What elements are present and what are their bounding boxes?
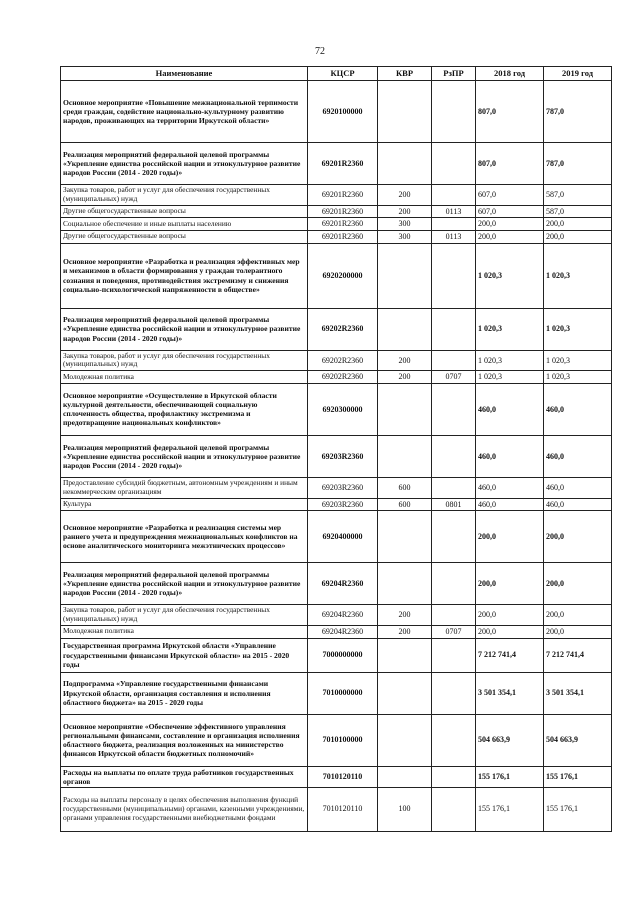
cell-kcsr: 69201R2360 — [308, 205, 378, 218]
cell-rzpr — [432, 477, 476, 498]
cell-name: Основное мероприятие «Обеспечение эффективного управления региональными финансами, составление и организация исполнения областного бюджета, реализация возложенных на министерство финансов Иркутской области бюджетных полномочий» — [61, 714, 308, 766]
cell-y2018: 1 020,3 — [476, 308, 544, 350]
table-row — [61, 243, 612, 308]
cell-y2019: 155 176,1 — [544, 766, 612, 787]
cell-kvr — [378, 308, 432, 350]
cell-y2018: 460,0 — [476, 477, 544, 498]
cell-kcsr: 69202R2360 — [308, 308, 378, 350]
cell-kvr: 200 — [378, 350, 432, 371]
cell-y2018: 460,0 — [476, 498, 544, 511]
cell-name: Основное мероприятие «Разработка и реализация системы мер раннего учета и предупреждения межнациональных конфликтов на основе аналитического мониторинга межэтнических процессов» — [61, 511, 308, 563]
cell-y2018: 3 501 354,1 — [476, 672, 544, 714]
cell-kcsr: 7000000000 — [308, 638, 378, 672]
cell-kcsr: 69203R2360 — [308, 435, 378, 477]
cell-kvr — [378, 672, 432, 714]
cell-kcsr: 6920100000 — [308, 81, 378, 143]
cell-kcsr: 6920200000 — [308, 243, 378, 308]
cell-kcsr: 69203R2360 — [308, 477, 378, 498]
cell-name: Культура — [61, 498, 308, 511]
cell-y2019: 587,0 — [544, 205, 612, 218]
cell-rzpr — [432, 185, 476, 206]
cell-kcsr: 69201R2360 — [308, 218, 378, 231]
cell-y2019: 587,0 — [544, 185, 612, 206]
cell-kvr — [378, 81, 432, 143]
cell-y2019: 504 663,9 — [544, 714, 612, 766]
cell-kcsr: 7010120110 — [308, 766, 378, 787]
cell-y2019: 460,0 — [544, 435, 612, 477]
cell-kvr: 200 — [378, 625, 432, 638]
cell-name: Реализация мероприятий федеральной целевой программы «Укрепление единства российской нации и этнокультурное развитие народов России (2014 - 2020 годы)» — [61, 563, 308, 605]
table-row — [61, 81, 612, 143]
cell-y2019: 1 020,3 — [544, 308, 612, 350]
cell-kcsr: 7010100000 — [308, 714, 378, 766]
cell-rzpr — [432, 563, 476, 605]
table-row — [61, 143, 612, 185]
cell-y2018: 1 020,3 — [476, 371, 544, 384]
table-row — [61, 230, 612, 243]
cell-kvr: 300 — [378, 230, 432, 243]
cell-kcsr: 7010120110 — [308, 787, 378, 831]
cell-name: Молодежная политика — [61, 625, 308, 638]
cell-rzpr: 0113 — [432, 205, 476, 218]
cell-y2018: 607,0 — [476, 185, 544, 206]
cell-y2019: 200,0 — [544, 218, 612, 231]
cell-y2019: 7 212 741,4 — [544, 638, 612, 672]
cell-kvr: 600 — [378, 477, 432, 498]
cell-kvr — [378, 435, 432, 477]
cell-rzpr — [432, 511, 476, 563]
cell-y2018: 200,0 — [476, 218, 544, 231]
cell-y2018: 504 663,9 — [476, 714, 544, 766]
cell-kvr — [378, 638, 432, 672]
cell-rzpr — [432, 714, 476, 766]
cell-y2019: 3 501 354,1 — [544, 672, 612, 714]
cell-rzpr — [432, 218, 476, 231]
cell-name: Подпрограмма «Управление государственными финансами Иркутской области, организация составления и исполнения областного бюджета» на 2015 - 2020 годы — [61, 672, 308, 714]
cell-kcsr: 69204R2360 — [308, 625, 378, 638]
cell-name: Закупка товаров, работ и услуг для обеспечения государственных (муниципальных) нужд — [61, 185, 308, 206]
cell-kcsr: 69204R2360 — [308, 605, 378, 626]
cell-y2018: 807,0 — [476, 81, 544, 143]
cell-rzpr — [432, 787, 476, 831]
budget-table — [60, 66, 612, 832]
header-2019: 2019 год — [544, 67, 612, 81]
cell-y2018: 807,0 — [476, 143, 544, 185]
cell-kcsr: 69201R2360 — [308, 230, 378, 243]
cell-kcsr: 69202R2360 — [308, 350, 378, 371]
table-row — [61, 308, 612, 350]
header-kvr: КВР — [378, 67, 432, 81]
cell-kvr — [378, 383, 432, 435]
table-row — [61, 563, 612, 605]
table-row — [61, 638, 612, 672]
cell-rzpr: 0801 — [432, 498, 476, 511]
cell-rzpr — [432, 308, 476, 350]
cell-kvr: 200 — [378, 205, 432, 218]
cell-y2018: 460,0 — [476, 383, 544, 435]
cell-y2018: 200,0 — [476, 625, 544, 638]
cell-y2019: 200,0 — [544, 230, 612, 243]
cell-rzpr — [432, 81, 476, 143]
cell-name: Закупка товаров, работ и услуг для обеспечения государственных (муниципальных) нужд — [61, 605, 308, 626]
cell-y2018: 1 020,3 — [476, 350, 544, 371]
table-row — [61, 371, 612, 384]
cell-kvr: 300 — [378, 218, 432, 231]
cell-y2019: 1 020,3 — [544, 350, 612, 371]
table-row — [61, 787, 612, 831]
cell-kvr — [378, 714, 432, 766]
page-number: 72 — [315, 46, 325, 57]
cell-y2018: 1 020,3 — [476, 243, 544, 308]
cell-rzpr: 0707 — [432, 371, 476, 384]
cell-name: Основное мероприятие «Осуществление в Иркутской области культурной деятельности, обеспечивающей социальную сплоченность общества, профилактику экстремизма и предотвращение национальных конфликтов» — [61, 383, 308, 435]
cell-y2018: 460,0 — [476, 435, 544, 477]
cell-rzpr — [432, 143, 476, 185]
table-body — [61, 81, 612, 832]
cell-y2018: 200,0 — [476, 605, 544, 626]
cell-y2018: 155 176,1 — [476, 787, 544, 831]
cell-y2018: 200,0 — [476, 230, 544, 243]
cell-y2019: 1 020,3 — [544, 243, 612, 308]
cell-name: Расходы на выплаты персоналу в целях обеспечения выполнения функций государственными (муниципальными) органами, казенными учреждениями, органами управления государственными внебюджетными фондами — [61, 787, 308, 831]
cell-rzpr: 0113 — [432, 230, 476, 243]
cell-kcsr: 6920300000 — [308, 383, 378, 435]
cell-name: Реализация мероприятий федеральной целевой программы «Укрепление единства российской нации и этнокультурное развитие народов России (2014 - 2020 годы)» — [61, 435, 308, 477]
cell-y2019: 200,0 — [544, 511, 612, 563]
cell-y2019: 200,0 — [544, 625, 612, 638]
cell-y2018: 7 212 741,4 — [476, 638, 544, 672]
table-row — [61, 218, 612, 231]
cell-kvr: 200 — [378, 371, 432, 384]
table-row — [61, 477, 612, 498]
table-row — [61, 350, 612, 371]
cell-rzpr — [432, 383, 476, 435]
cell-rzpr: 0707 — [432, 625, 476, 638]
cell-y2019: 200,0 — [544, 563, 612, 605]
cell-name: Другие общегосударственные вопросы — [61, 230, 308, 243]
cell-y2019: 1 020,3 — [544, 371, 612, 384]
cell-name: Предоставление субсидий бюджетным, автономным учреждениям и иным некоммерческим организациям — [61, 477, 308, 498]
header-2018: 2018 год — [476, 67, 544, 81]
cell-name: Реализация мероприятий федеральной целевой программы «Укрепление единства российской нации и этнокультурное развитие народов России (2014 - 2020 годы)» — [61, 143, 308, 185]
cell-kcsr: 69201R2360 — [308, 185, 378, 206]
cell-kcsr: 69202R2360 — [308, 371, 378, 384]
cell-y2019: 787,0 — [544, 143, 612, 185]
table-row — [61, 511, 612, 563]
header-kcsr: КЦСР — [308, 67, 378, 81]
table-row — [61, 435, 612, 477]
table-row — [61, 672, 612, 714]
cell-name: Расходы на выплаты по оплате труда работников государственных органов — [61, 766, 308, 787]
cell-rzpr — [432, 638, 476, 672]
table-row — [61, 205, 612, 218]
cell-kvr — [378, 243, 432, 308]
cell-y2019: 460,0 — [544, 498, 612, 511]
table-row — [61, 766, 612, 787]
table-row — [61, 625, 612, 638]
table-header-row — [61, 67, 612, 81]
table-row — [61, 185, 612, 206]
cell-y2019: 200,0 — [544, 605, 612, 626]
cell-rzpr — [432, 672, 476, 714]
cell-kvr — [378, 766, 432, 787]
cell-kcsr: 7010000000 — [308, 672, 378, 714]
cell-y2018: 200,0 — [476, 563, 544, 605]
cell-y2018: 607,0 — [476, 205, 544, 218]
cell-y2019: 460,0 — [544, 477, 612, 498]
cell-name: Основное мероприятие «Разработка и реализация эффективных мер и механизмов в области формирования у граждан толерантного сознания и поведения, противодействия экстремизму и снижения социально-психологической напряженности в обществе» — [61, 243, 308, 308]
cell-kvr: 100 — [378, 787, 432, 831]
cell-y2019: 155 176,1 — [544, 787, 612, 831]
cell-name: Реализация мероприятий федеральной целевой программы «Укрепление единства российской нации и этнокультурное развитие народов России (2014 - 2020 годы)» — [61, 308, 308, 350]
cell-kcsr: 69203R2360 — [308, 498, 378, 511]
cell-rzpr — [432, 435, 476, 477]
cell-name: Молодежная политика — [61, 371, 308, 384]
cell-rzpr — [432, 766, 476, 787]
cell-kvr — [378, 563, 432, 605]
cell-kvr — [378, 143, 432, 185]
table-row — [61, 714, 612, 766]
cell-rzpr — [432, 350, 476, 371]
cell-name: Закупка товаров, работ и услуг для обеспечения государственных (муниципальных) нужд — [61, 350, 308, 371]
cell-kvr: 200 — [378, 605, 432, 626]
header-name: Наименование — [61, 67, 308, 81]
table-row — [61, 383, 612, 435]
cell-kcsr: 69204R2360 — [308, 563, 378, 605]
cell-kvr: 200 — [378, 185, 432, 206]
cell-kcsr: 69201R2360 — [308, 143, 378, 185]
cell-kcsr: 6920400000 — [308, 511, 378, 563]
cell-name: Другие общегосударственные вопросы — [61, 205, 308, 218]
table-row — [61, 605, 612, 626]
table-row — [61, 498, 612, 511]
cell-name: Основное мероприятие «Повышение межнациональной терпимости среди граждан, содействие национально-культурному развитию народов, проживающих на территории Иркутской области» — [61, 81, 308, 143]
cell-kvr — [378, 511, 432, 563]
cell-rzpr — [432, 243, 476, 308]
cell-y2018: 200,0 — [476, 511, 544, 563]
cell-kvr: 600 — [378, 498, 432, 511]
cell-name: Социальное обеспечение и иные выплаты населению — [61, 218, 308, 231]
cell-rzpr — [432, 605, 476, 626]
cell-name: Государственная программа Иркутской области «Управление государственными финансами Иркутской области» на 2015 - 2020 годы — [61, 638, 308, 672]
cell-y2018: 155 176,1 — [476, 766, 544, 787]
cell-y2019: 460,0 — [544, 383, 612, 435]
header-rzpr: РзПР — [432, 67, 476, 81]
cell-y2019: 787,0 — [544, 81, 612, 143]
